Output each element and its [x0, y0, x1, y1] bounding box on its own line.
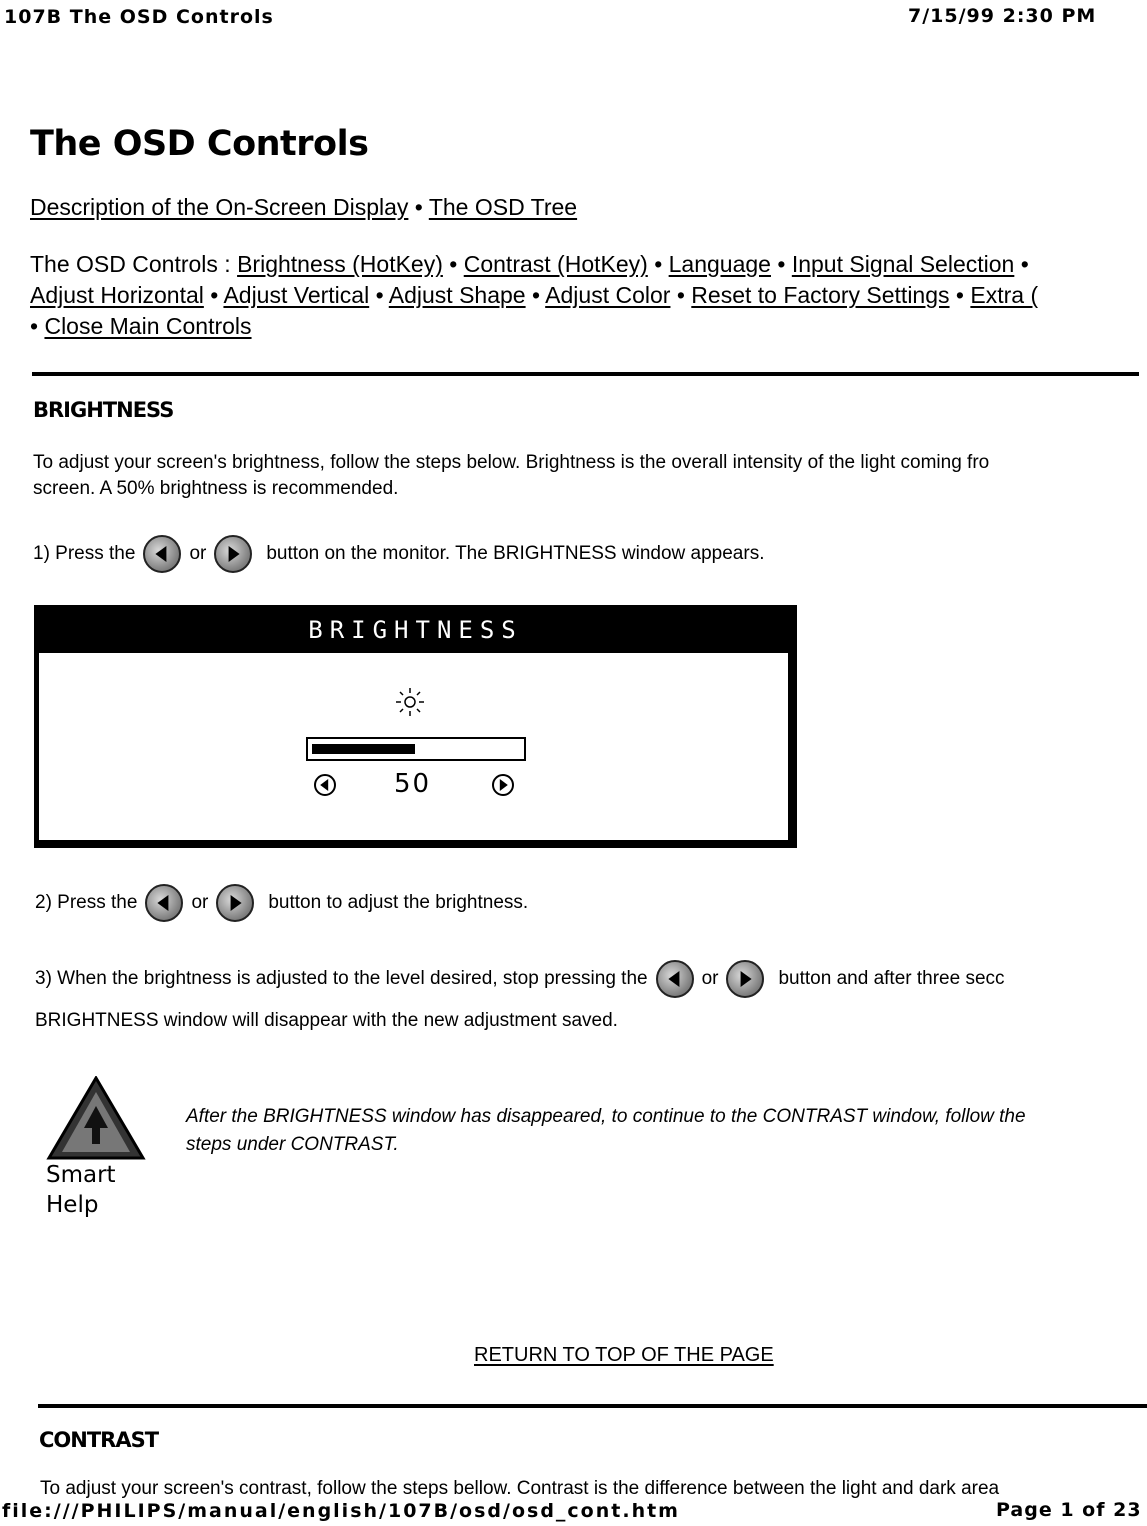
step2-text-a: 2) Press the	[35, 892, 138, 913]
brightness-step3-line2: BRIGHTNESS window will disappear with the new adjustment saved.	[35, 1010, 618, 1031]
step1-text-a: 1) Press the	[33, 543, 136, 564]
left-button-icon	[143, 535, 181, 573]
smart-help-label-line1: Smart	[46, 1162, 116, 1188]
horizontal-rule	[38, 1404, 1147, 1408]
step2-text-b: or	[191, 892, 209, 913]
print-header-datetime: 7/15/99 2:30 PM	[908, 5, 1097, 27]
osd-left-arrow-icon	[314, 774, 336, 796]
osd-brightness-window	[34, 605, 797, 848]
step1-text-b: or	[189, 543, 207, 564]
print-footer-page: Page 1 of 23	[996, 1499, 1142, 1521]
print-footer-url: file:///PHILIPS/manual/english/107B/osd/osd_cont.htm	[2, 1500, 680, 1522]
top-links: Description of the On-Screen Display • The OSD Tree	[30, 194, 578, 220]
step3-text-b: or	[701, 968, 719, 989]
right-button-icon	[216, 884, 254, 922]
nav-language-link[interactable]: Language	[668, 251, 771, 277]
osd-brightness-value: 50	[394, 769, 432, 799]
left-button-icon	[145, 884, 183, 922]
right-button-icon	[214, 535, 252, 573]
controls-nav-prefix: The OSD Controls :	[30, 251, 238, 277]
brightness-intro-line2: screen. A 50% brightness is recommended.	[33, 478, 399, 499]
nav-extra-link[interactable]: Extra (	[970, 282, 1039, 308]
smart-help-label-line2: Help	[46, 1192, 99, 1218]
nav-brightness-link[interactable]: Brightness (HotKey)	[237, 251, 443, 277]
brightness-step2	[35, 884, 528, 922]
contrast-heading: CONTRAST	[39, 1428, 159, 1452]
osd-tree-link[interactable]: The OSD Tree	[428, 194, 578, 220]
right-button-icon	[726, 960, 764, 998]
controls-nav-line3: • Close Main Controls	[30, 313, 252, 339]
osd-right-arrow-icon	[492, 774, 514, 796]
brightness-step1	[33, 535, 764, 573]
nav-reset-factory-link[interactable]: Reset to Factory Settings	[691, 282, 950, 308]
page-title: The OSD Controls	[30, 124, 369, 164]
controls-nav-line1: The OSD Controls : Brightness (HotKey) • Contrast (HotKey) • Language • Input Signal Selection •	[30, 251, 1029, 277]
brightness-level-bar	[306, 737, 526, 761]
description-link[interactable]: Description of the On-Screen Display	[30, 194, 409, 220]
nav-adjust-vertical-link[interactable]: Adjust Vertical	[223, 282, 370, 308]
nav-input-signal-link[interactable]: Input Signal Selection	[791, 251, 1015, 277]
smart-help-text-line1: After the BRIGHTNESS window has disappeared, to continue to the CONTRAST window, follow the	[186, 1106, 1026, 1127]
step1-text-c: button on the monitor. The BRIGHTNESS window appears.	[266, 543, 765, 564]
nav-adjust-shape-link[interactable]: Adjust Shape	[388, 282, 526, 308]
left-button-icon	[656, 960, 694, 998]
brightness-heading: BRIGHTNESS	[33, 398, 174, 422]
controls-nav-line2: Adjust Horizontal • Adjust Vertical • Adjust Shape • Adjust Color • Reset to Factory Settings • Extra (	[30, 282, 1039, 308]
sun-icon	[395, 687, 425, 717]
nav-adjust-horizontal-link[interactable]: Adjust Horizontal	[30, 282, 204, 308]
nav-adjust-color-link[interactable]: Adjust Color	[545, 282, 671, 308]
step2-text-c: button to adjust the brightness.	[268, 892, 529, 913]
return-to-top-link[interactable]: RETURN TO TOP OF THE PAGE	[474, 1344, 774, 1366]
step3-text-a: 3) When the brightness is adjusted to the level desired, stop pressing the	[35, 968, 648, 989]
osd-window-body	[39, 653, 788, 840]
step3-text-c: button and after three secc	[778, 968, 1005, 989]
osd-window-title: BRIGHTNESS	[308, 616, 523, 644]
nav-close-main-link[interactable]: Close Main Controls	[44, 313, 252, 339]
brightness-step3	[35, 960, 1005, 998]
nav-contrast-link[interactable]: Contrast (HotKey)	[463, 251, 648, 277]
brightness-level-fill	[312, 744, 415, 754]
smart-help-icon	[46, 1076, 146, 1162]
print-header-title: 107B The OSD Controls	[4, 6, 274, 28]
brightness-intro-line1: To adjust your screen's brightness, follow the steps below. Brightness is the overall intensity of the light coming fro	[33, 452, 990, 473]
horizontal-rule	[32, 372, 1139, 376]
contrast-intro-line1: To adjust your screen's contrast, follow the steps bellow. Contrast is the difference between the light and dark area	[40, 1478, 1000, 1499]
smart-help-text-line2: steps under CONTRAST.	[186, 1134, 399, 1155]
